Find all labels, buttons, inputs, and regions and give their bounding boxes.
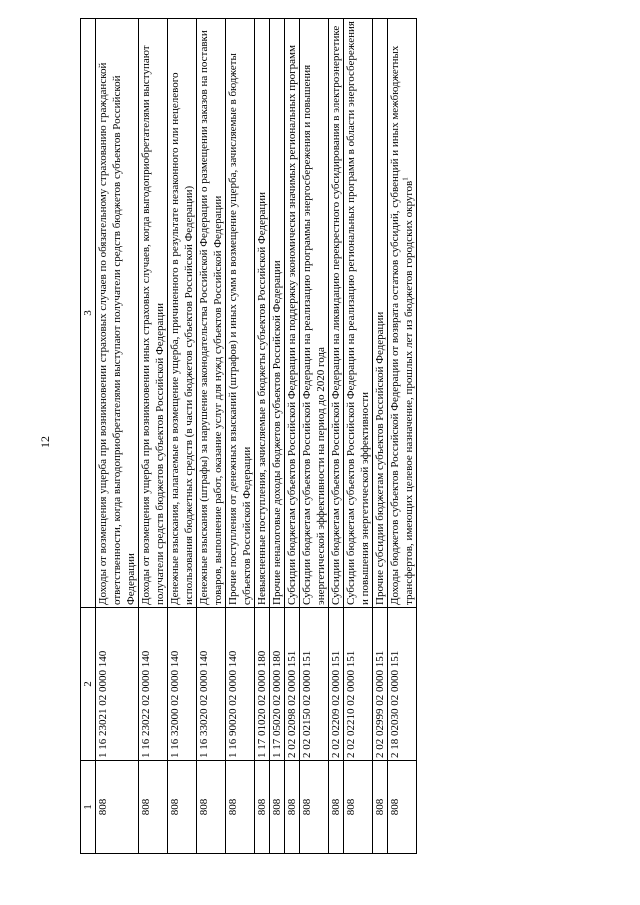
revenue-code-cell: 2 02 02150 02 0000 151 [300, 608, 329, 761]
revenue-name-text: Доходы от возмещения ущерба при возникновении иных страховых случаев, когда выгодоприобретателями выступают получатели средств бюджетов субъектов Российской Федерации [140, 45, 166, 605]
table-row [226, 19, 255, 854]
table-row [373, 19, 388, 854]
revenue-name-text: Прочие неналоговые доходы бюджетов субъектов Российской Федерации [271, 260, 283, 605]
admin-code-cell: 808 [329, 761, 344, 854]
admin-code-cell: 808 [168, 761, 197, 854]
revenue-name-text: Субсидии бюджетам субъектов Российской Федерации на реализацию программы энергосбережения и повышения энергетической эффективности на период до 2020 года [301, 64, 327, 605]
header-col-3: 3 [81, 19, 96, 608]
admin-code-cell: 808 [197, 761, 226, 854]
rotated-table-container [80, 21, 417, 854]
admin-code-cell: 808 [226, 761, 255, 854]
table-row [329, 19, 344, 854]
header-col-2: 2 [81, 608, 96, 761]
revenue-name-text: Субсидии бюджетам субъектов Российской Федерации на реализацию региональных программ в области энергосбережения и повышения энергетической эффективности [345, 21, 371, 605]
revenue-code-cell: 1 17 01020 02 0000 180 [255, 608, 270, 761]
admin-code-cell: 808 [344, 761, 373, 854]
admin-code-cell: 808 [300, 761, 329, 854]
revenue-name-cell [197, 19, 226, 608]
revenue-name-cell [344, 19, 373, 608]
table-row [270, 19, 285, 854]
admin-code-cell: 808 [139, 761, 168, 854]
revenue-code-cell: 1 16 23021 02 0000 140 [96, 608, 139, 761]
revenue-name-cell [300, 19, 329, 608]
revenue-code-cell: 1 16 23022 02 0000 140 [139, 608, 168, 761]
revenue-code-cell: 2 02 02999 02 0000 151 [373, 608, 388, 761]
admin-code-cell: 808 [373, 761, 388, 854]
revenue-name-text: Прочие поступления от денежных взысканий (штрафов) и иных сумм в возмещение ущерба, зачисляемые в бюджеты субъектов Российской Федерации [227, 53, 253, 605]
revenue-name-text: Денежные взыскания, налагаемые в возмещение ущерба, причиненного в результате незаконного или нецелевого использования бюджетных средств (в части бюджетов субъектов Российской Федерации) [169, 72, 195, 605]
revenue-name-text: Субсидии бюджетам субъектов Российской Федерации на ликвидацию перекрестного субсидирования в электроэнергетике [330, 25, 342, 605]
revenue-name-cell [168, 19, 197, 608]
revenue-code-cell: 1 16 32000 02 0000 140 [168, 608, 197, 761]
revenue-name-text: Доходы от возмещения ущерба при возникновении страховых случаев по обязательному страхованию гражданской ответственности, когда выгодоприобретателями выступают получатели средств бюджетов субъектов Российской Федерации [97, 62, 137, 605]
revenue-code-cell: 1 16 33020 02 0000 140 [197, 608, 226, 761]
revenue-name-text: Доходы бюджетов субъектов Российской Федерации от возврата остатков субсидий, субвенций и иных межбюджетных трансфертов, имеющих целевое назначение, прошлых лет из бюджетов городских округов [389, 45, 415, 605]
admin-code-cell: 808 [270, 761, 285, 854]
table-row [197, 19, 226, 854]
revenue-name-cell [388, 19, 417, 608]
revenue-name-cell [270, 19, 285, 608]
revenue-code-cell: 2 02 02098 02 0000 151 [285, 608, 300, 761]
table-row [344, 19, 373, 854]
footnote-marker: 1 [401, 177, 410, 181]
admin-code-cell: 808 [96, 761, 139, 854]
revenue-name-text: Прочие субсидии бюджетам субъектов Российской Федерации [374, 311, 386, 605]
revenue-name-cell [226, 19, 255, 608]
admin-code-cell: 808 [255, 761, 270, 854]
revenue-codes-table [80, 18, 417, 854]
revenue-code-cell: 2 18 02030 02 0000 151 [388, 608, 417, 761]
revenue-code-cell: 1 16 90020 02 0000 140 [226, 608, 255, 761]
revenue-name-text: Субсидии бюджетам субъектов Российской Федерации на поддержку экономически значимых региональных программ [286, 45, 298, 605]
table-row [139, 19, 168, 854]
table-row [285, 19, 300, 854]
revenue-name-cell [255, 19, 270, 608]
revenue-name-cell [329, 19, 344, 608]
table-header-row [81, 19, 96, 854]
admin-code-cell: 808 [388, 761, 417, 854]
revenue-name-text: Денежные взыскания (штрафы) за нарушение законодательства Российской Федерации о размещении заказов на поставки товаров, выполнение работ, оказание услуг для нужд субъектов Российской Федерации [198, 30, 224, 605]
header-col-1: 1 [81, 761, 96, 854]
table-row [168, 19, 197, 854]
revenue-name-cell [285, 19, 300, 608]
revenue-name-text: Невыясненные поступления, зачисляемые в бюджеты субъектов Российской Федерации [256, 192, 268, 605]
table-body [81, 19, 417, 854]
table-row [96, 19, 139, 854]
revenue-code-cell: 2 02 02209 02 0000 151 [329, 608, 344, 761]
table-row [300, 19, 329, 854]
revenue-name-cell [139, 19, 168, 608]
page-number: 12 [38, 436, 52, 448]
admin-code-cell: 808 [285, 761, 300, 854]
revenue-name-cell [373, 19, 388, 608]
table-row [388, 19, 417, 854]
revenue-name-cell [96, 19, 139, 608]
revenue-code-cell: 1 17 05020 02 0000 180 [270, 608, 285, 761]
revenue-code-cell: 2 02 02210 02 0000 151 [344, 608, 373, 761]
table-row [255, 19, 270, 854]
